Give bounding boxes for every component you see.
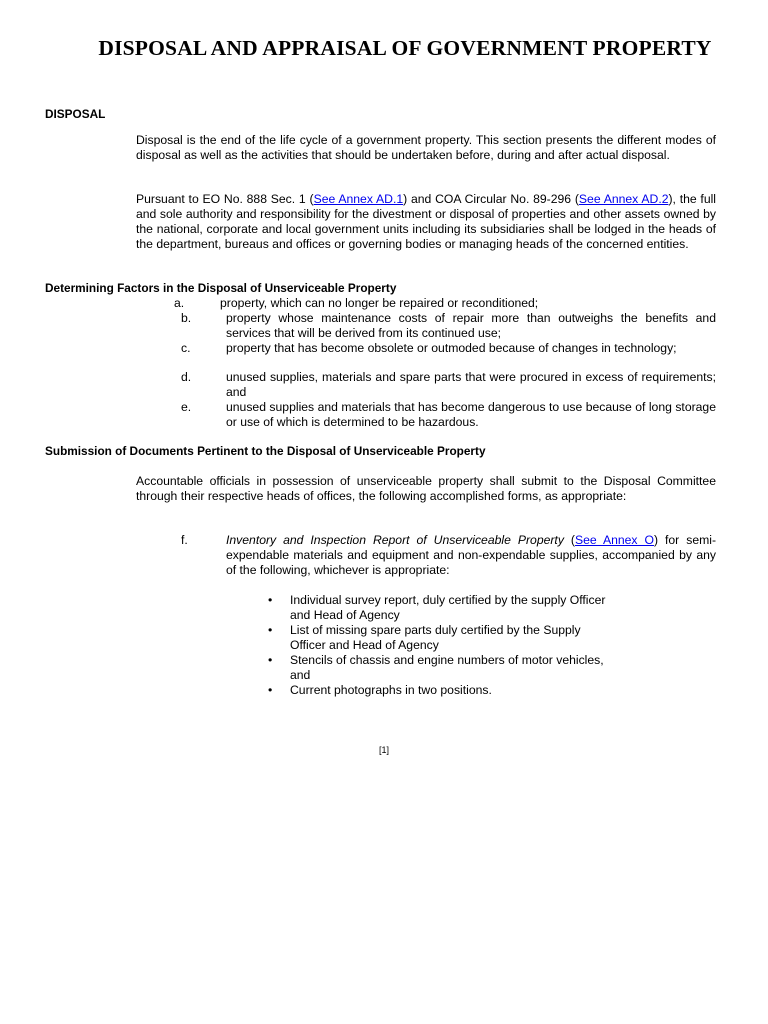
submission-paragraph: Accountable officials in possession of unserviceable property shall submit to the Disposal Committee through their respective heads of offices, the following accomplished forms, as appropriate: [136, 474, 716, 503]
bullet-icon: • [268, 593, 273, 607]
factor-text: unused supplies, materials and spare parts that were procured in excess of requirements; and [226, 370, 716, 399]
factor-letter: b. [181, 311, 192, 325]
pursuant-paragraph [136, 192, 716, 252]
submission-heading: Submission of Documents Pertinent to the Disposal of Unserviceable Property [45, 444, 486, 458]
factors-heading: Determining Factors in the Disposal of Unserviceable Property [45, 281, 397, 295]
section-heading-disposal: DISPOSAL [45, 107, 106, 121]
pursuant-text-1: Pursuant to EO No. 888 Sec. 1 ( [136, 192, 314, 206]
factor-text: property whose maintenance costs of repair more than outweighs the benefits and services that will be derived from its continued use; [226, 311, 716, 340]
bullet-icon: • [268, 683, 273, 697]
item-f-open: ( [563, 533, 575, 547]
factor-letter: a. [174, 296, 185, 310]
item-f-letter: f. [181, 533, 188, 547]
page-number: [1] [378, 745, 389, 755]
factor-text: unused supplies and materials that has become dangerous to use because of long storage or use of which is determined to be hazardous. [226, 400, 716, 429]
intro-paragraph: Disposal is the end of the life cycle of a government property. This section presents the different modes of disposal as well as the activities that should be undertaken before, during and after actual disposal. [136, 133, 716, 162]
factor-letter: d. [181, 370, 192, 384]
list-item-text: List of missing spare parts duly certified by the Supply Officer and Head of Agency [290, 623, 581, 652]
list-item-text: Stencils of chassis and engine numbers of motor vehicles, and [290, 653, 604, 682]
factor-letter: e. [181, 400, 192, 414]
bullet-icon: • [268, 623, 273, 637]
annex-ad2-link[interactable]: See Annex AD.2 [578, 192, 669, 206]
annex-o-link[interactable]: See Annex O [574, 533, 654, 547]
item-f-rest: ) for semi-expendable materials and equipment and non-expendable supplies, accompanied by any of the following, whichever is appropriate: [226, 533, 717, 577]
list-item [266, 653, 616, 683]
annex-ad1-link[interactable]: See Annex AD.1 [313, 192, 404, 206]
list-item [266, 593, 616, 623]
list-item-text: Individual survey report, duly certified by the supply Officer and Head of Agency [290, 593, 606, 622]
page-title: DISPOSAL AND APPRAISAL OF GOVERNMENT PROPERTY [98, 36, 712, 60]
pursuant-text-2: ) and COA Circular No. 89-296 ( [403, 192, 579, 206]
report-title: Inventory and Inspection Report of Unserviceable Property [226, 533, 564, 547]
bullet-icon: • [268, 653, 273, 667]
attachments-list [266, 593, 616, 698]
list-item [266, 683, 616, 698]
list-item-text: Current photographs in two positions. [290, 683, 492, 697]
pursuant-text-3: ), the full and sole authority and responsibility for the divestment or disposal of properties and other assets owned by the national, corporate and local government units including its subsidiaries shall be lodged in the heads of the department, bureaus and offices or governing bodies or managing heads of the concerned entities. [136, 192, 717, 251]
item-f-text [226, 533, 716, 578]
factor-text: property, which can no longer be repaired or reconditioned; [220, 296, 539, 310]
factor-letter: c. [181, 341, 191, 355]
factor-text: property that has become obsolete or outmoded because of changes in technology; [226, 341, 677, 355]
list-item [266, 623, 616, 653]
